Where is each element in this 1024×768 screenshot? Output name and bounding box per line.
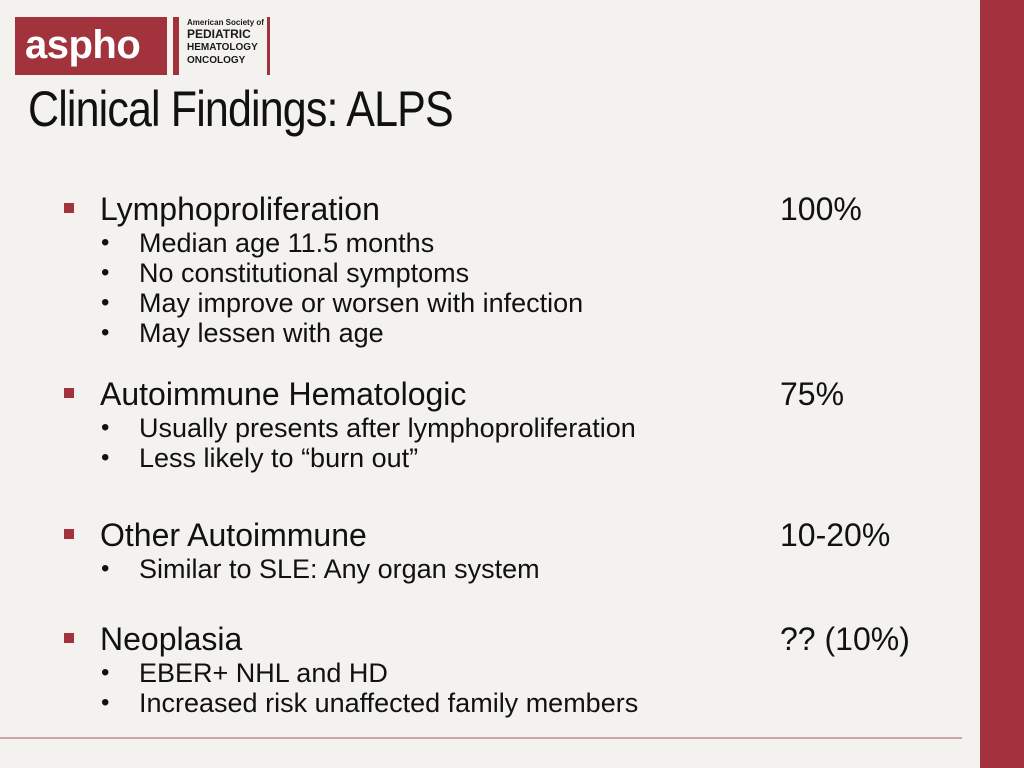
sub-bullet-text: EBER+ NHL and HD bbox=[139, 658, 388, 688]
square-bullet-icon bbox=[64, 388, 74, 398]
section-heading: Autoimmune Hematologic bbox=[100, 376, 467, 412]
sub-bullet-text: May improve or worsen with infection bbox=[139, 288, 584, 318]
sub-bullet bbox=[64, 288, 944, 318]
aspho-logo bbox=[15, 17, 271, 75]
square-bullet-icon bbox=[64, 203, 74, 213]
sub-bullet bbox=[64, 443, 944, 473]
logo-divider bbox=[267, 17, 270, 75]
bullet-dot-icon: • bbox=[101, 659, 110, 686]
section-percent: ?? (10%) bbox=[780, 621, 910, 657]
sub-bullet-list bbox=[64, 658, 944, 718]
bullet-dot-icon: • bbox=[101, 259, 110, 286]
section-heading: Lymphoproliferation bbox=[100, 191, 380, 227]
sub-bullet-list bbox=[64, 228, 944, 348]
section-percent: 10-20% bbox=[780, 517, 891, 553]
right-accent-bar bbox=[980, 0, 1024, 768]
logo-wordmark-box bbox=[15, 17, 167, 75]
sub-bullet bbox=[64, 413, 944, 443]
sub-bullet bbox=[64, 658, 944, 688]
sub-bullet-text: May lessen with age bbox=[139, 318, 384, 348]
sub-bullet-text: Similar to SLE: Any organ system bbox=[139, 554, 540, 584]
section-heading-row bbox=[64, 620, 944, 658]
section-heading-row bbox=[64, 375, 944, 413]
bottom-divider bbox=[0, 737, 962, 739]
sub-bullet bbox=[64, 258, 944, 288]
logo-org-line1: American Society of bbox=[187, 18, 264, 27]
section-other-autoimmune bbox=[64, 516, 944, 584]
logo-separator bbox=[173, 17, 179, 75]
square-bullet-icon bbox=[64, 529, 74, 539]
section-heading: Other Autoimmune bbox=[100, 517, 367, 553]
bullet-dot-icon: • bbox=[101, 289, 110, 316]
bullet-dot-icon: • bbox=[101, 414, 110, 441]
section-lymphoproliferation bbox=[64, 190, 944, 348]
sub-bullet bbox=[64, 228, 944, 258]
sub-bullet-text: No constitutional symptoms bbox=[139, 258, 470, 288]
sub-bullet bbox=[64, 554, 944, 584]
bullet-dot-icon: • bbox=[101, 229, 110, 256]
logo-org-line2: PEDIATRIC bbox=[187, 27, 251, 41]
bullet-dot-icon: • bbox=[101, 319, 110, 346]
section-heading-row bbox=[64, 516, 944, 554]
logo-org-line3: HEMATOLOGY bbox=[187, 42, 258, 53]
square-bullet-icon bbox=[64, 633, 74, 643]
section-percent: 75% bbox=[780, 376, 845, 412]
sub-bullet-text: Median age 11.5 months bbox=[139, 228, 435, 258]
sub-bullet-text: Usually presents after lymphoproliferation bbox=[139, 413, 636, 443]
section-neoplasia bbox=[64, 620, 944, 718]
logo-wordmark: aspho bbox=[25, 23, 141, 67]
section-autoimmune-hematologic bbox=[64, 375, 944, 473]
sub-bullet bbox=[64, 318, 944, 348]
logo-org-name bbox=[187, 18, 267, 67]
logo-org-line4: ONCOLOGY bbox=[187, 55, 246, 66]
sub-bullet-list bbox=[64, 554, 944, 584]
slide-title: Clinical Findings: ALPS bbox=[28, 81, 453, 137]
bullet-dot-icon: • bbox=[101, 555, 110, 582]
sub-bullet-list bbox=[64, 413, 944, 473]
section-percent: 100% bbox=[780, 191, 862, 227]
section-heading-row bbox=[64, 190, 944, 228]
sub-bullet bbox=[64, 688, 944, 718]
bullet-dot-icon: • bbox=[101, 444, 110, 471]
bullet-dot-icon: • bbox=[101, 689, 110, 716]
sub-bullet-text: Increased risk unaffected family members bbox=[139, 688, 639, 718]
section-heading: Neoplasia bbox=[100, 621, 243, 657]
sub-bullet-text: Less likely to “burn out” bbox=[139, 443, 419, 473]
